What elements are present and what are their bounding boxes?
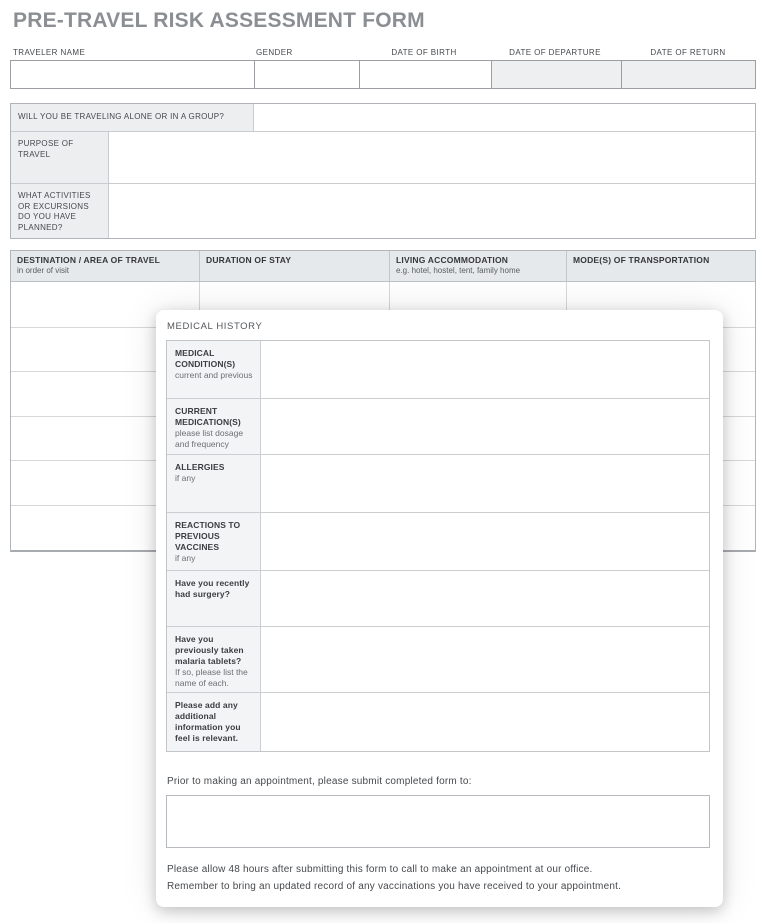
note-line-2: Remember to bring an updated record of any vaccinations you have received to your appointment.	[167, 881, 622, 892]
medical-row-vaccine-reactions	[167, 512, 709, 570]
page-title: PRE-TRAVEL RISK ASSESSMENT FORM	[13, 9, 425, 32]
medical-row-surgery	[167, 570, 709, 626]
recent-surgery-label	[167, 571, 261, 626]
traveler-name-label: TRAVELER NAME	[13, 48, 86, 57]
additional-info-input[interactable]	[261, 693, 709, 751]
vaccine-reactions-input[interactable]	[261, 513, 709, 570]
travel-questions-box	[10, 103, 756, 239]
destination-column-subtitle: in order of visit	[17, 266, 70, 275]
additional-info-label-title: Please add any additional information you feel is relevant.	[175, 700, 241, 743]
duration-column-title: DURATION OF STAY	[206, 255, 292, 265]
medical-conditions-label	[167, 341, 261, 398]
vaccine-reactions-label	[167, 513, 261, 570]
date-of-departure-label: DATE OF DEPARTURE	[509, 48, 601, 57]
traveler-field-labels	[10, 48, 756, 57]
allergies-label-title: ALLERGIES	[175, 462, 225, 472]
purpose-of-travel-input[interactable]	[109, 132, 755, 183]
itinerary-table-header	[11, 251, 755, 282]
malaria-tablets-label	[167, 627, 261, 692]
destination-column-title: DESTINATION / AREA OF TRAVEL	[17, 255, 161, 265]
medical-conditions-label-sub: current and previous	[175, 370, 253, 380]
malaria-tablets-label-title: Have you previously taken malaria tablets?	[175, 634, 244, 666]
group-travel-input[interactable]	[254, 104, 755, 131]
transportation-column-title: MODE(S) OF TRANSPORTATION	[573, 255, 710, 265]
gender-input[interactable]	[254, 61, 359, 88]
gender-label: GENDER	[256, 48, 293, 57]
traveler-field-row	[10, 60, 756, 89]
duration-column-header	[199, 251, 389, 281]
activities-label: WHAT ACTIVITIES OR EXCURSIONS DO YOU HAVE PLANNED?	[11, 184, 109, 238]
allergies-label	[167, 455, 261, 512]
malaria-tablets-label-sub: If so, please list the name of each.	[175, 667, 248, 688]
accommodation-column-subtitle: e.g. hotel, hostel, tent, family home	[396, 266, 521, 275]
purpose-of-travel-label: PURPOSE OF TRAVEL	[11, 132, 109, 183]
recent-surgery-input[interactable]	[261, 571, 709, 626]
note-line-1: Please allow 48 hours after submitting this form to call to make an appointment at our office.	[167, 864, 593, 875]
date-of-birth-input[interactable]	[359, 61, 491, 88]
allergies-label-sub: if any	[175, 473, 196, 483]
medical-row-conditions	[167, 341, 709, 398]
current-medications-label-title: CURRENT MEDICATION(S)	[175, 406, 241, 427]
accommodation-column-title: LIVING ACCOMMODATION	[396, 255, 509, 265]
medical-row-additional-info	[167, 692, 709, 751]
additional-info-label	[167, 693, 261, 751]
vaccine-reactions-label-title: REACTIONS TO PREVIOUS VACCINES	[175, 520, 241, 552]
group-travel-label: WILL YOU BE TRAVELING ALONE OR IN A GROUP?	[11, 104, 254, 131]
date-of-return-label: DATE OF RETURN	[650, 48, 726, 57]
current-medications-label-sub: please list dosage and frequency	[175, 428, 244, 449]
recent-surgery-label-title: Have you recently had surgery?	[175, 578, 250, 599]
destination-column-header	[11, 251, 199, 281]
question-row-group-travel	[11, 104, 755, 131]
medical-history-panel	[156, 310, 723, 907]
submit-prompt-text: Prior to making an appointment, please submit completed form to:	[167, 776, 472, 787]
panel-notes	[167, 861, 710, 895]
activities-input[interactable]	[109, 184, 755, 238]
medical-row-allergies	[167, 454, 709, 512]
allergies-input[interactable]	[261, 455, 709, 512]
vaccine-reactions-label-sub: if any	[175, 553, 196, 563]
current-medications-label	[167, 399, 261, 454]
question-row-purpose	[11, 131, 755, 183]
date-of-return-input[interactable]	[621, 61, 755, 88]
malaria-tablets-input[interactable]	[261, 627, 709, 692]
traveler-name-input[interactable]	[11, 61, 254, 88]
question-row-activities	[11, 183, 755, 238]
medical-row-medications	[167, 398, 709, 454]
medical-conditions-label-title: MEDICAL CONDITION(S)	[175, 348, 236, 369]
medical-history-table	[166, 340, 710, 752]
medical-history-title: MEDICAL HISTORY	[167, 321, 263, 332]
medical-row-malaria	[167, 626, 709, 692]
transportation-column-header	[566, 251, 755, 281]
accommodation-column-header	[389, 251, 566, 281]
date-of-departure-input[interactable]	[491, 61, 621, 88]
date-of-birth-label: DATE OF BIRTH	[391, 48, 457, 57]
current-medications-input[interactable]	[261, 399, 709, 454]
medical-conditions-input[interactable]	[261, 341, 709, 398]
submit-to-input[interactable]	[166, 795, 710, 848]
